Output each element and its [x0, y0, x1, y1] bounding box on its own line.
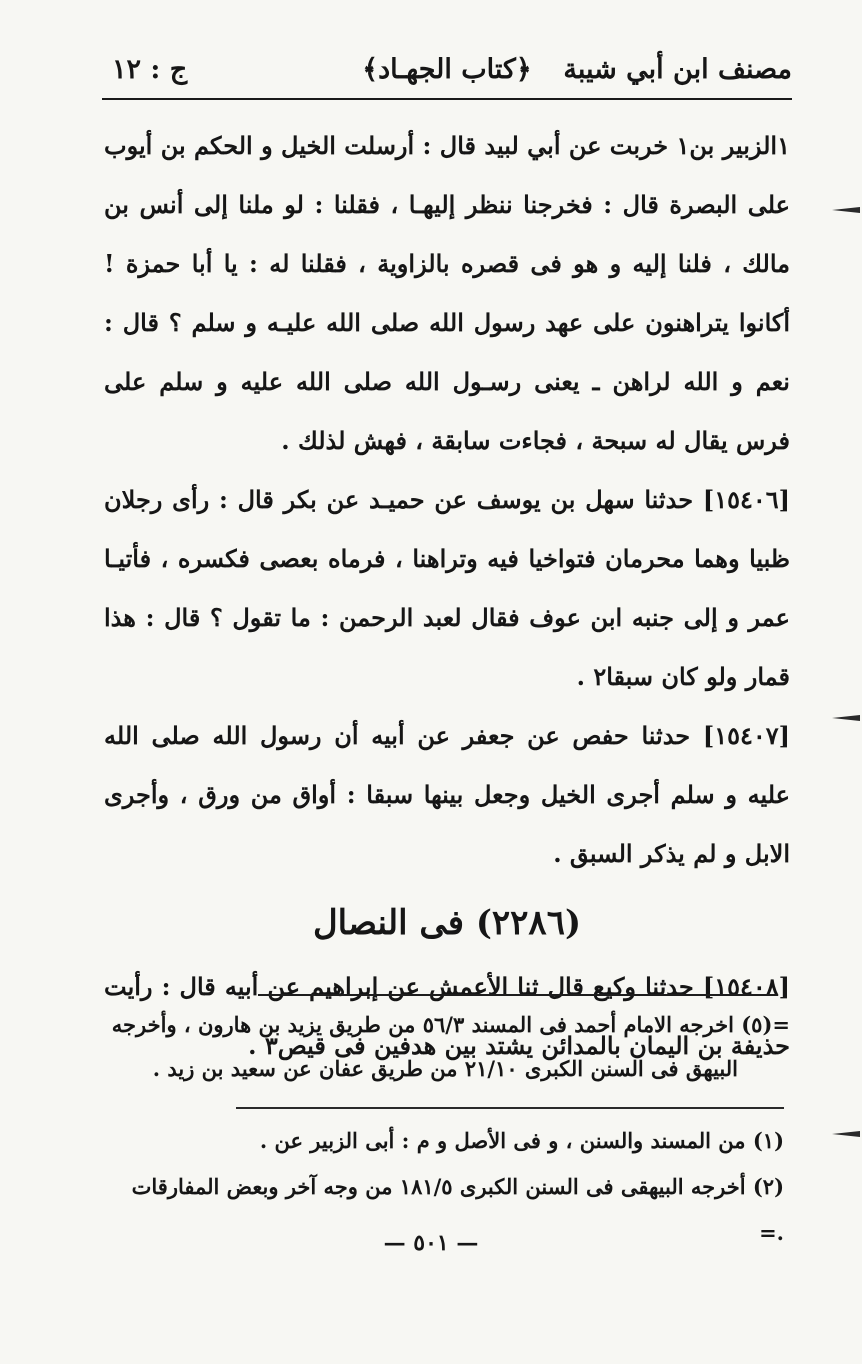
footnote-line: البيهق فى السنن الكبرى ٢١/١٠ من طريق عفان عن سعيد بن زيد .	[152, 1056, 738, 1081]
text-paragraph: ١الزبير بن١ خربت عن أبي لبيد قال : أرسلت الخيل و الحكم بن أيوب على البصرة قال : فخرجنا ننظر إليهـا ، فقلنا : لو ملنا إلى أنس بن مالك ، فلنا إليه و هو فى قصره بالزاوية ، فقلنا له : يا أبا حمزة ! أكانوا يتراهنون على عهد رسول الله صلى الله عليـه و سلم ؟ قال : نعم و الله لراهن ـ يعنى رسـول الله صلى الله عليه و سلم على فرس يقال له سبحة ، فجاءت سابقة ، فهش لذلك .	[104, 131, 790, 455]
section-heading: (٢٢٨٦) فى النصال	[312, 903, 582, 943]
margin-arrow-icon	[832, 712, 860, 724]
chapter-title: ﴿كتاب الجهـاد﴾	[362, 54, 532, 85]
footnote-continuation	[108, 1003, 790, 1091]
footnote-item: (٢) أخرجه البيهقى فى السنن الكبرى ١٨١/٥ من وجه آخر وبعض المفارقات .=	[131, 1174, 784, 1245]
hadith-paragraph: [١٥٤٠٦] حدثنا سهل بن يوسف عن حميـد عن بكر قال : رأى رجلان ظبيا وهما محرمان فتواخيا فيه وتراهنا ، فرماه بعصى فكسره ، فأتيـا عمر و إلى جنبه ابن عوف فقال لعبد الرحمن : ما تقول ؟ قال : هذا قمار ولو كان سبقا٢ .	[104, 485, 790, 691]
main-text	[104, 116, 790, 1075]
footnote-separator	[236, 1107, 784, 1109]
book-title: مصنف ابن أبي شيبة	[563, 54, 792, 85]
volume-number: ج : ١٢	[112, 54, 188, 85]
footnote-line: =(٥) اخرجه الامام أحمد فى المسند ٥٦/٣ من طريق يزيد بن هارون ، وأخرجه	[111, 1012, 790, 1037]
hadith-paragraph: [١٥٤٠٧] حدثنا حفص عن جعفر عن أبيه أن رسول الله صلى الله عليه و سلم أجرى الخيل وجعل بينها سبقا : أواق من ورق ، وأجرى الابل و لم يذكر السبق .	[104, 721, 790, 868]
hadith-paragraph: [١٥٤٠٨] حدثنا وكيع قال ثنا الأعمش عن إبراهيم عن أبيه قال : رأيت حذيفة بن اليمان بالمدائن يشتد بين هدفين فى قيص٣ .	[104, 972, 790, 1060]
margin-arrow-icon	[832, 204, 860, 216]
header-rule	[102, 98, 792, 100]
footnote-separator	[258, 994, 778, 996]
running-header	[102, 46, 792, 98]
footnote-item: (١) من المسند والسنن ، و فى الأصل و م : أبى الزبير عن .	[259, 1128, 784, 1153]
page-number: — ٥٠١ —	[383, 1230, 479, 1256]
margin-arrow-icon	[832, 1128, 860, 1140]
